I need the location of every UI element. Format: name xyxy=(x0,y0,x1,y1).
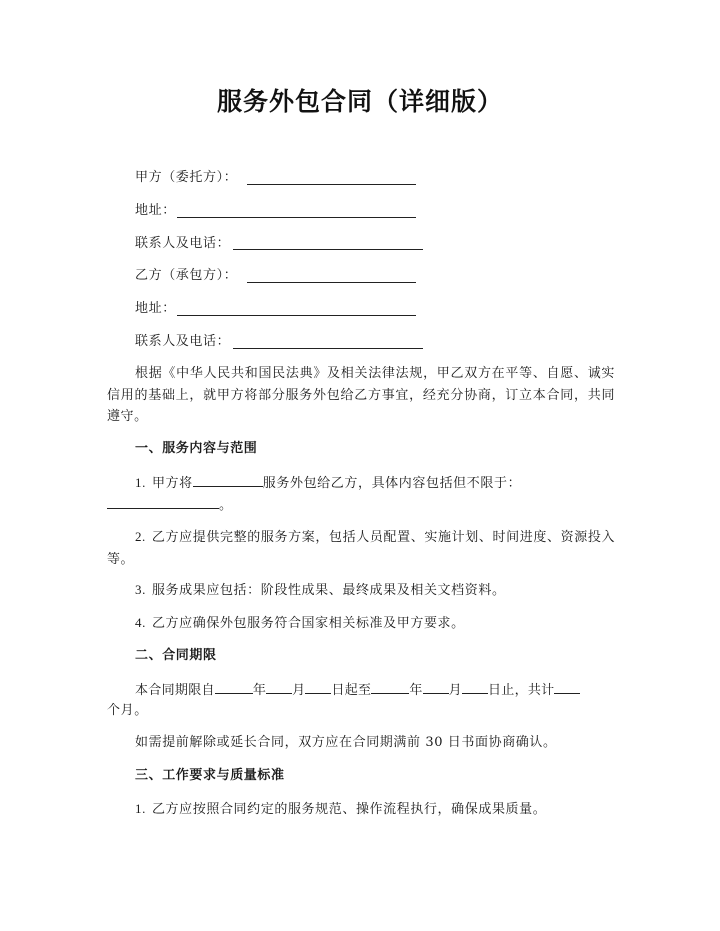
contract-term-line-cont: 个月。 xyxy=(107,703,148,718)
item-number: 3. xyxy=(135,582,146,597)
party-b-contact-input[interactable] xyxy=(233,348,423,349)
item-text: 服务外包给乙方，具体内容包括但不限于： xyxy=(262,476,522,491)
item-number: 2. xyxy=(135,529,146,544)
term-text: 年 xyxy=(409,683,423,698)
party-b-address-input[interactable] xyxy=(177,315,416,316)
party-a-address-label: 地址： xyxy=(135,203,176,218)
term-text: 本合同期限自 xyxy=(135,683,215,698)
term-text: 年 xyxy=(252,683,267,698)
item-number: 1. xyxy=(135,475,146,490)
party-b-contact-label: 联系人及电话： xyxy=(135,334,231,349)
party-a-contact-label: 联系人及电话： xyxy=(135,236,231,251)
term-note: 如需提前解除或延长合同，双方应在合同期满前 30 日书面协商确认。 xyxy=(135,735,557,750)
term-text: 月 xyxy=(448,683,462,698)
item-text: 乙方应按照合同约定的服务规范、操作流程执行，确保成果质量。 xyxy=(151,802,547,817)
service-content-blank[interactable] xyxy=(107,494,219,509)
section-1-item-1-cont xyxy=(107,494,233,516)
term-text: 日起至 xyxy=(331,683,372,698)
item-text: 服务成果应包括：阶段性成果、最终成果及相关文档资料。 xyxy=(151,583,506,598)
start-day-blank[interactable] xyxy=(305,679,331,694)
section-1-heading: 一、服务内容与范围 xyxy=(135,441,258,456)
end-day-blank[interactable] xyxy=(462,679,488,694)
document-title: 服务外包合同（详细版） xyxy=(216,87,503,116)
contract-term-line xyxy=(135,679,580,701)
section-2-heading: 二、合同期限 xyxy=(135,648,217,663)
item-number: 1. xyxy=(135,801,146,816)
term-text: 日止，共计 xyxy=(487,683,555,698)
start-year-blank[interactable] xyxy=(215,679,253,694)
item-text: 乙方应提供完整的服务方案，包括人员配置、实施计划、时间进度、资源投入等。 xyxy=(107,530,615,567)
section-3-item-1 xyxy=(135,799,546,820)
item-text: 乙方应确保外包服务符合国家相关标准及甲方要求。 xyxy=(151,616,465,631)
end-year-blank[interactable] xyxy=(371,679,409,694)
section-3-heading: 三、工作要求与质量标准 xyxy=(135,768,285,783)
section-1-item-4 xyxy=(135,613,465,634)
section-1-item-1 xyxy=(135,472,521,494)
preamble-paragraph: 根据《中华人民共和国民法典》及相关法律法规，甲乙双方在平等、自愿、诚实信用的基础上，就甲方将部分服务外包给乙方事宜，经充分协商，订立本合同，共同遵守。 xyxy=(107,366,615,424)
term-text: 月 xyxy=(292,683,306,698)
party-b-address-label: 地址： xyxy=(135,301,176,316)
end-month-blank[interactable] xyxy=(423,679,449,694)
total-months-blank[interactable] xyxy=(554,679,580,694)
party-b-input[interactable] xyxy=(247,282,416,283)
item-number: 4. xyxy=(135,615,146,630)
item-text: 。 xyxy=(219,498,233,513)
party-a-contact-input[interactable] xyxy=(233,249,423,250)
section-1-item-3 xyxy=(135,580,506,601)
party-a-input[interactable] xyxy=(247,184,416,185)
section-1-item-2 xyxy=(107,526,615,570)
service-name-blank[interactable] xyxy=(193,472,263,487)
party-b-label: 乙方（承包方）： xyxy=(135,268,238,283)
item-text: 甲方将 xyxy=(151,476,193,491)
start-month-blank[interactable] xyxy=(266,679,292,694)
party-a-label: 甲方（委托方）： xyxy=(135,170,238,185)
party-a-address-input[interactable] xyxy=(177,217,416,218)
